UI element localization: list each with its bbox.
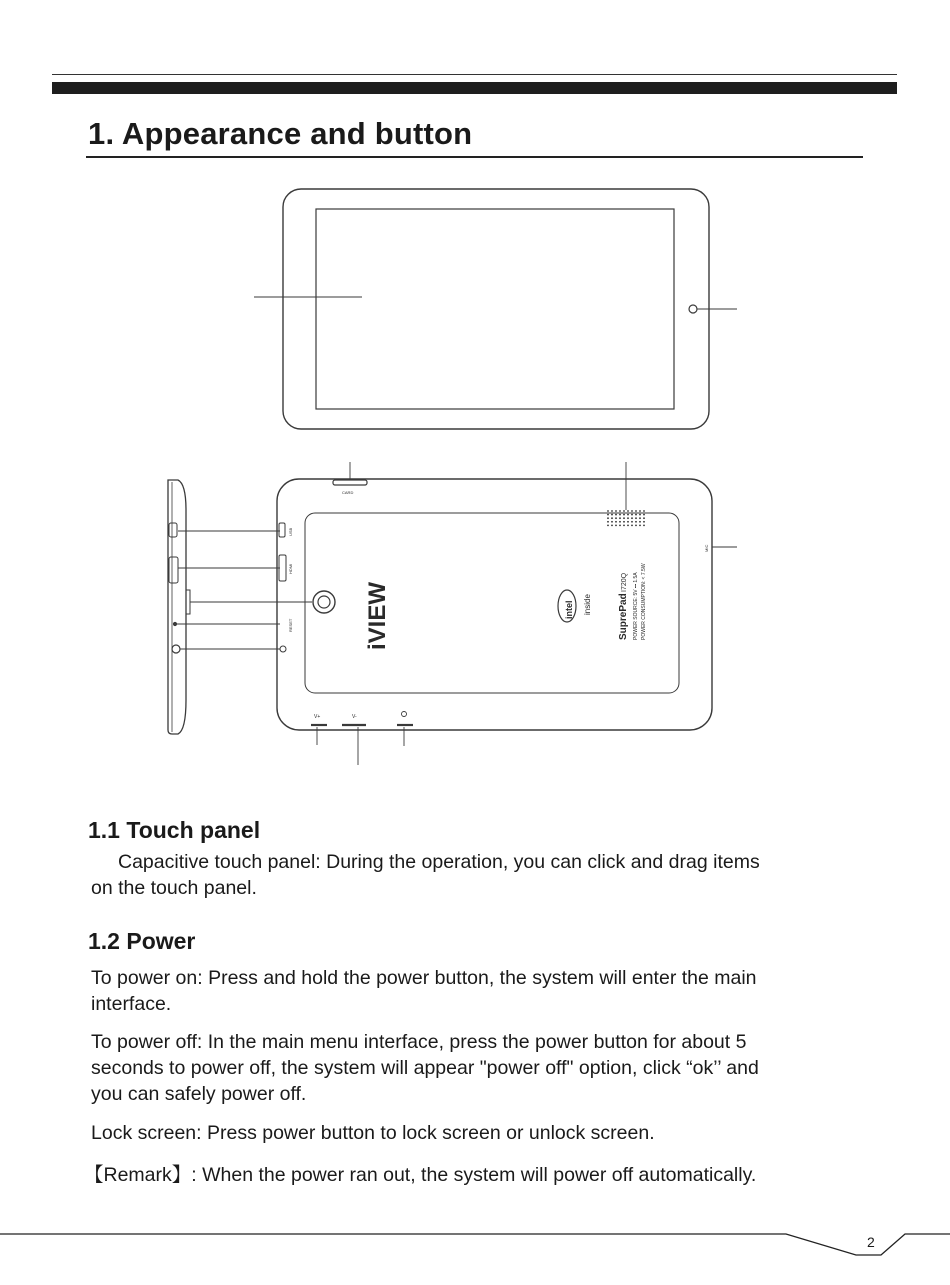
spec-line-2: POWER CONSUMPTION: < 7.5W	[641, 563, 647, 640]
speaker-hole	[623, 525, 625, 527]
speaker-hole	[643, 514, 645, 516]
footer-rule	[0, 1215, 950, 1265]
speaker-hole	[627, 510, 629, 512]
speaker-hole	[619, 514, 621, 516]
speaker-hole	[631, 525, 633, 527]
speaker-hole	[631, 517, 633, 519]
speaker-hole	[607, 514, 609, 516]
rear-camera-icon	[313, 591, 335, 613]
vol-plus-label: V+	[314, 714, 321, 720]
touch-panel-text-line1: Capacitive touch panel: During the operation, you can click and drag items	[118, 851, 760, 873]
speaker-hole	[619, 525, 621, 527]
speaker-hole	[615, 514, 617, 516]
speaker-hole	[643, 510, 645, 512]
front-camera-icon	[689, 305, 697, 313]
speaker-hole	[639, 514, 641, 516]
speaker-hole	[631, 514, 633, 516]
speaker-hole	[627, 517, 629, 519]
model-code: I720Q	[621, 572, 628, 592]
speaker-hole	[619, 510, 621, 512]
speaker-hole	[631, 521, 633, 523]
speaker-hole	[643, 517, 645, 519]
speaker-hole	[623, 521, 625, 523]
power-on-line1: To power on: Press and hold the power button, the system will enter the main	[91, 967, 757, 989]
speaker-hole	[607, 517, 609, 519]
speaker-hole	[607, 525, 609, 527]
speaker-hole	[619, 521, 621, 523]
speaker-hole	[615, 521, 617, 523]
speaker-hole	[631, 510, 633, 512]
front-screen	[316, 209, 674, 409]
intel-logo-text: intel	[564, 600, 574, 619]
speaker-hole	[607, 510, 609, 512]
speaker-hole	[643, 525, 645, 527]
speaker-hole	[635, 517, 637, 519]
speaker-hole	[615, 525, 617, 527]
speaker-hole	[639, 517, 641, 519]
usb-label: USB	[288, 527, 293, 536]
power-off-line3: you can safely power off.	[91, 1083, 307, 1105]
touch-panel-text-line2: on the touch panel.	[91, 877, 257, 899]
speaker-hole	[623, 517, 625, 519]
mic-label: MIC	[704, 544, 709, 552]
speaker-hole	[627, 525, 629, 527]
card-label: CARD	[342, 490, 354, 495]
speaker-hole	[627, 521, 629, 523]
tablet-front-view	[254, 189, 737, 429]
remark-label: 【Remark】	[84, 1164, 192, 1186]
speaker-hole	[639, 521, 641, 523]
speaker-hole	[643, 521, 645, 523]
card-slot	[333, 480, 367, 485]
speaker-hole	[635, 525, 637, 527]
spec-line-1: POWER SOURCE: 5V ⎓ 1.5A	[633, 572, 639, 640]
hdmi-label: HDMI	[288, 563, 293, 574]
speaker-hole	[623, 510, 625, 512]
model-name: SuprePad	[618, 593, 629, 640]
reset-label: RESET	[288, 618, 293, 632]
speaker-hole	[635, 514, 637, 516]
speaker-hole	[615, 517, 617, 519]
intel-inside-text: inside	[583, 594, 592, 615]
power-heading: 1.2 Power	[88, 928, 196, 954]
brand-logo: iVIEW	[364, 581, 391, 650]
vol-minus-label: V-	[352, 714, 357, 720]
tablet-side-view	[168, 480, 312, 734]
speaker-hole	[623, 514, 625, 516]
page-number: 2	[867, 1234, 875, 1250]
speaker-hole	[611, 510, 613, 512]
speaker-hole	[639, 510, 641, 512]
speaker-hole	[607, 521, 609, 523]
speaker-hole	[611, 525, 613, 527]
power-on-line2: interface.	[91, 993, 172, 1015]
power-icon	[402, 712, 407, 717]
speaker-hole	[611, 517, 613, 519]
touch-panel-heading: 1.1 Touch panel	[88, 817, 261, 843]
speaker-hole	[611, 514, 613, 516]
power-off-line2: seconds to power off, the system will appear "power off" option, click “ok’’ and	[91, 1057, 759, 1079]
speaker-hole	[619, 517, 621, 519]
speaker-hole	[635, 510, 637, 512]
remark-line	[84, 1162, 756, 1188]
speaker-hole	[611, 521, 613, 523]
speaker-hole	[639, 525, 641, 527]
speaker-hole	[635, 521, 637, 523]
page-title: 1. Appearance and button	[88, 116, 473, 151]
speaker-hole	[627, 514, 629, 516]
speaker-hole	[615, 510, 617, 512]
remark-text: : When the power ran out, the system will power off automatically.	[191, 1164, 757, 1186]
tablet-back-view	[277, 462, 737, 765]
power-off-line1: To power off: In the main menu interface, press the power button for about 5	[91, 1031, 747, 1053]
lock-screen-text: Lock screen: Press power button to lock screen or unlock screen.	[91, 1122, 655, 1144]
